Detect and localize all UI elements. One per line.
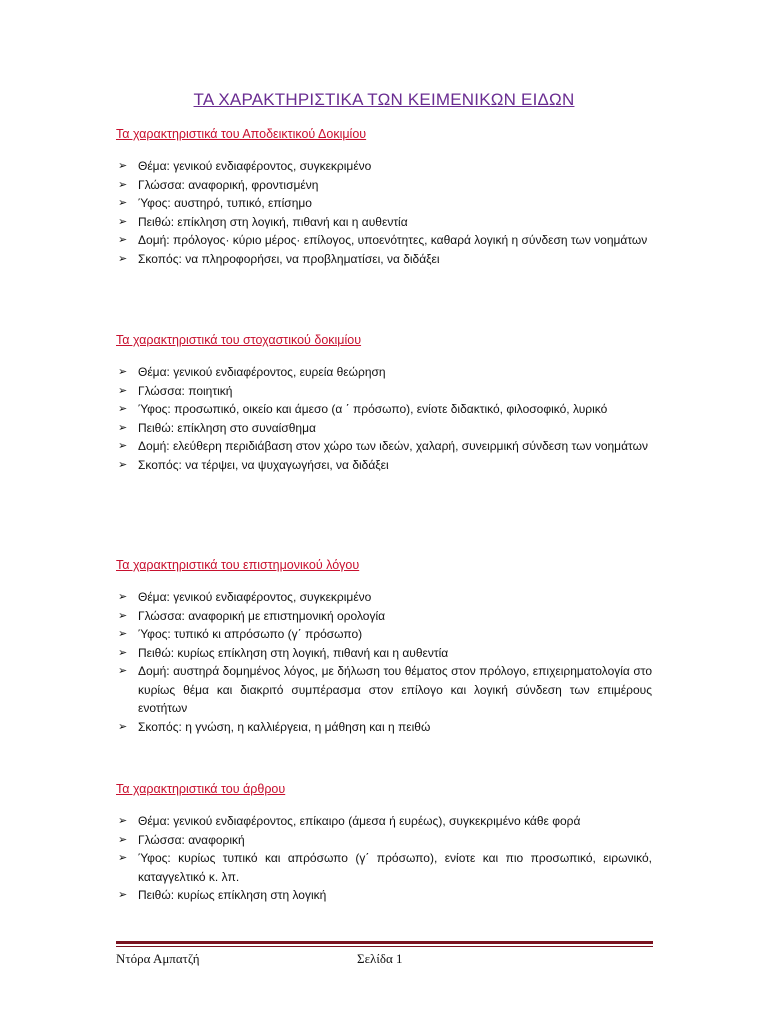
list-item [116, 437, 652, 456]
item-label: Θέμα: [138, 365, 170, 379]
arrow-bullet-icon: ➢ [118, 889, 128, 901]
arrow-bullet-icon: ➢ [118, 665, 128, 677]
list-item [116, 157, 652, 176]
list-item [116, 363, 652, 382]
item-text: αναφορική [184, 832, 245, 847]
arrow-bullet-icon: ➢ [118, 591, 128, 603]
item-text: να πληροφορήσει, να προβληματίσει, να διδάξει [181, 251, 440, 266]
item-label: Γλώσσα: [138, 383, 185, 398]
item-text: κυρίως τυπικό και απρόσωπο (γ΄ πρόσωπο), ενίοτε και πιο προσωπικό, ειρωνικό, καταγγελτικό κ. λπ. [138, 851, 652, 884]
list-item [116, 718, 652, 737]
item-text: η γνώση, η καλλιέργεια, η μάθηση και η πειθώ [181, 719, 431, 734]
item-label: Γλώσσα: [138, 608, 185, 623]
item-text: επίκληση στο συναίσθημα [174, 420, 316, 435]
list-item [116, 812, 652, 831]
item-text: επίκληση στη λογική, πιθανή και η αυθεντία [174, 214, 408, 229]
item-text: κυρίως επίκληση στη λογική, πιθανή και η αυθεντία [174, 645, 449, 660]
arrow-bullet-icon: ➢ [118, 403, 128, 415]
item-label: Πειθώ: [138, 888, 175, 902]
arrow-bullet-icon: ➢ [118, 366, 128, 378]
list-item [116, 176, 652, 195]
footer-author: Ντόρα Αμπατζή [116, 951, 200, 966]
list-item [116, 831, 652, 850]
list-item [116, 662, 652, 718]
list-item [116, 250, 652, 269]
arrow-bullet-icon: ➢ [118, 421, 128, 434]
item-text: γενικού ενδιαφέροντος, επίκαιρο (άμεσα ή ευρέως), συγκεκριμένο κάθε φορά [169, 814, 581, 828]
item-text: γενικού ενδιαφέροντος, συγκεκριμένο [169, 159, 372, 173]
arrow-bullet-icon: ➢ [118, 252, 128, 265]
footer-divider [116, 941, 653, 947]
section-epistimoniko [116, 558, 652, 736]
item-label: Γλώσσα: [138, 177, 185, 192]
item-text: αναφορική, φροντισμένη [184, 177, 319, 192]
list-item [116, 194, 652, 213]
item-text: κυρίως επίκληση στη λογική [174, 888, 327, 902]
item-label: Δομή: [138, 439, 170, 453]
item-text: πρόλογος· κύριο μέρος· επίλογος, υποενότητες, καθαρά λογική η σύνδεση των νοημάτων [169, 233, 648, 247]
bullet-list [116, 363, 652, 474]
bullet-list [116, 588, 652, 736]
arrow-bullet-icon: ➢ [118, 852, 128, 864]
item-label: Δομή: [138, 233, 170, 247]
list-item [116, 607, 652, 626]
item-text: γενικού ενδιαφέροντος, συγκεκριμένο [169, 590, 372, 604]
item-text: αυστηρά δομημένος λόγος, με δήλωση του θέματος στον πρόλογο, επιχειρηματολογία στο κυρίως θέμα και διακριτό συμπέρασμα στον επίλογο και λογική σύνδεση των επιμέρους ενοτήτων [138, 664, 652, 715]
section-stochastiko [116, 333, 652, 474]
arrow-bullet-icon: ➢ [118, 720, 128, 733]
section-apodeiktiko [116, 127, 652, 268]
list-item [116, 213, 652, 232]
item-text: τυπικό κι απρόσωπο (γ΄ πρόσωπο) [170, 627, 363, 641]
item-label: Δομή: [138, 664, 170, 678]
arrow-bullet-icon: ➢ [118, 440, 128, 452]
item-text: αυστηρό, τυπικό, επίσημο [170, 196, 312, 210]
item-label: Γλώσσα: [138, 832, 185, 847]
footer-page-number: Σελίδα 1 [357, 951, 403, 966]
item-text: γενικού ενδιαφέροντος, ευρεία θεώρηση [169, 365, 386, 379]
item-text: αναφορική με επιστημονική ορολογία [184, 608, 386, 623]
section-arthro [116, 782, 652, 905]
arrow-bullet-icon: ➢ [118, 178, 128, 191]
item-label: Θέμα: [138, 590, 170, 604]
item-label: Ύφος: [138, 851, 171, 865]
arrow-bullet-icon: ➢ [118, 458, 128, 471]
item-text: προσωπικό, οικείο και άμεσο (α ΄ πρόσωπο), ενίοτε διδακτικό, φιλοσοφικό, λυρικό [170, 402, 608, 416]
list-item [116, 849, 652, 886]
item-label: Πειθώ: [138, 645, 175, 660]
list-item [116, 382, 652, 401]
list-item [116, 886, 652, 905]
list-item [116, 231, 652, 250]
arrow-bullet-icon: ➢ [118, 234, 128, 246]
section-heading: Τα χαρακτηριστικά του άρθρου [116, 782, 286, 796]
arrow-bullet-icon: ➢ [118, 160, 128, 172]
list-item [116, 400, 652, 419]
item-label: Πειθώ: [138, 420, 175, 435]
item-text: ποιητική [184, 383, 233, 398]
section-heading: Τα χαρακτηριστικά του επιστημονικού λόγου [116, 558, 360, 572]
list-item [116, 644, 652, 663]
item-label: Σκοπός: [138, 251, 182, 266]
item-label: Ύφος: [138, 402, 171, 416]
arrow-bullet-icon: ➢ [118, 384, 128, 397]
item-label: Σκοπός: [138, 719, 182, 734]
arrow-bullet-icon: ➢ [118, 815, 128, 827]
arrow-bullet-icon: ➢ [118, 646, 128, 659]
arrow-bullet-icon: ➢ [118, 215, 128, 228]
item-label: Πειθώ: [138, 214, 175, 229]
arrow-bullet-icon: ➢ [118, 609, 128, 622]
list-item [116, 588, 652, 607]
arrow-bullet-icon: ➢ [118, 833, 128, 846]
list-item [116, 419, 652, 438]
bullet-list [116, 812, 652, 905]
item-label: Ύφος: [138, 196, 171, 210]
page-title: ΤΑ ΧΑΡΑΚΤΗΡΙΣΤΙΚΑ ΤΩΝ ΚΕΙΜΕΝΙΚΩΝ ΕΙΔΩΝ [193, 90, 575, 109]
list-item [116, 625, 652, 644]
item-label: Θέμα: [138, 814, 170, 828]
item-label: Θέμα: [138, 159, 170, 173]
item-text: να τέρψει, να ψυχαγωγήσει, να διδάξει [181, 457, 389, 472]
arrow-bullet-icon: ➢ [118, 628, 128, 640]
section-heading: Τα χαρακτηριστικά του Αποδεικτικού Δοκιμίου [116, 127, 367, 141]
arrow-bullet-icon: ➢ [118, 197, 128, 209]
list-item [116, 456, 652, 475]
bullet-list [116, 157, 652, 268]
item-text: ελεύθερη περιδιάβαση στον χώρο των ιδεών, χαλαρή, συνειρμική σύνδεση των νοημάτων [169, 439, 648, 453]
section-heading: Τα χαρακτηριστικά του στοχαστικού δοκιμίου [116, 333, 362, 347]
item-label: Ύφος: [138, 627, 171, 641]
item-label: Σκοπός: [138, 457, 182, 472]
